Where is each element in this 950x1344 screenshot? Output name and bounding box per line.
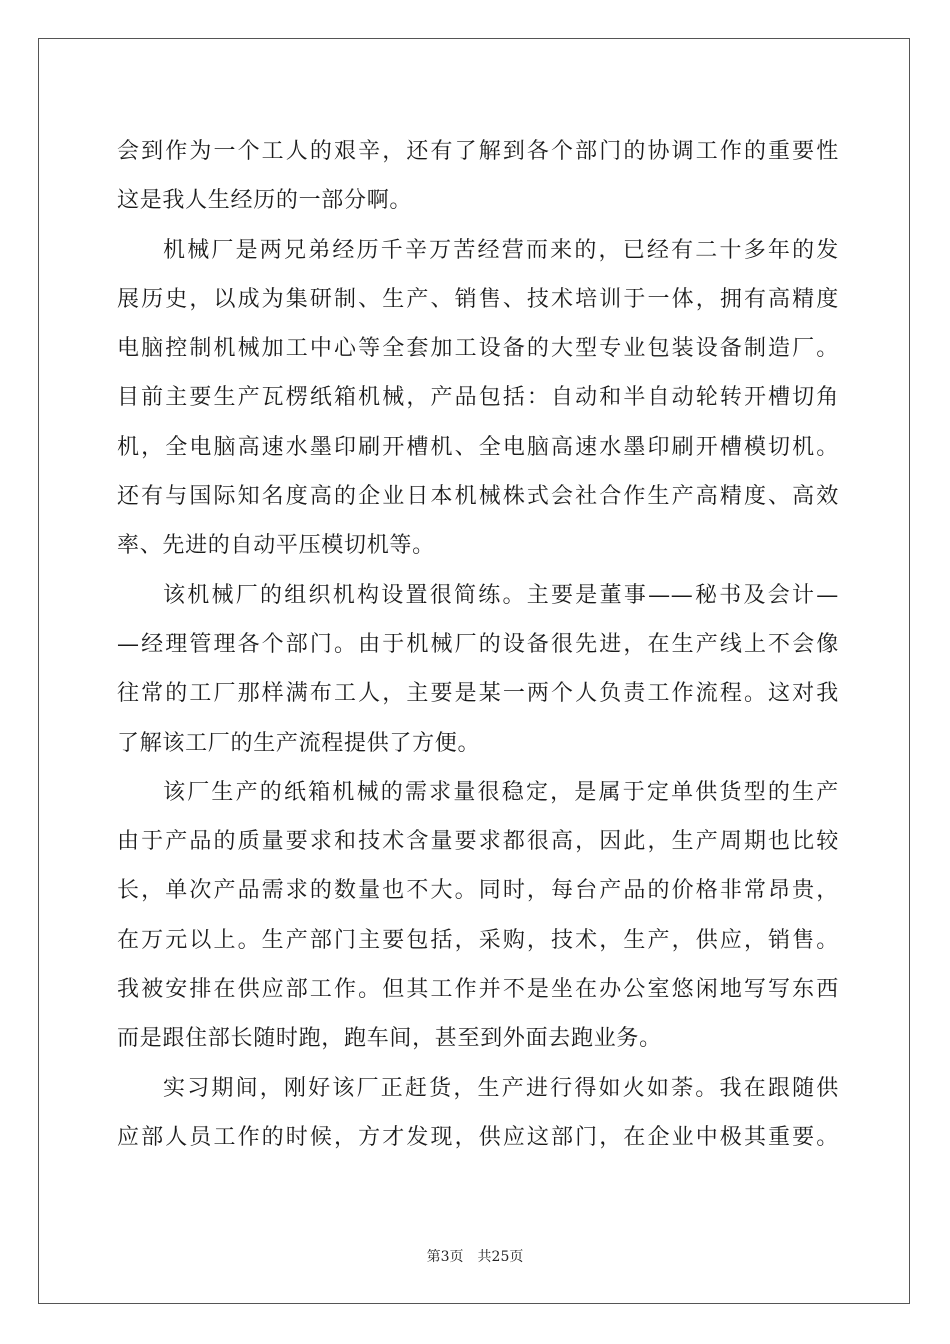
text-line: 往常的工厂那样满布工人，主要是某一两个人负责工作流程。这对我 <box>117 681 839 707</box>
text-line: 目前主要生产瓦楞纸箱机械，产品包括：自动和半自动轮转开槽切角 <box>117 385 839 411</box>
text-line: 而是跟住部长随时跑，跑车间，甚至到外面去跑业务。 <box>117 1026 662 1052</box>
text-line: 在万元以上。生产部门主要包括，采购，技术，生产，供应，销售。 <box>117 927 839 953</box>
text-line: 展历史，以成为集研制、生产、销售、技术培训于一体，拥有高精度 <box>117 286 839 312</box>
page-footer <box>0 1247 950 1267</box>
text-line: 实习期间，刚好该厂正赶货，生产进行得如火如荼。我在跟随供 <box>163 1075 839 1101</box>
text-line: —经理管理各个部门。由于机械厂的设备很先进，在生产线上不会像 <box>117 631 839 657</box>
paragraph <box>117 226 839 571</box>
text-line: 该厂生产的纸箱机械的需求量很稳定，是属于定单供货型的生产 <box>163 779 839 805</box>
paragraph <box>117 127 839 226</box>
text-line: 机，全电脑高速水墨印刷开槽机、全电脑高速水墨印刷开槽模切机。 <box>117 434 839 460</box>
text-line: 这是我人生经历的一部分啊。 <box>117 188 413 214</box>
text-line: 率、先进的自动平压模切机等。 <box>117 533 435 559</box>
text-line: 电脑控制机械加工中心等全套加工设备的大型专业包装设备制造厂。 <box>117 336 839 362</box>
page-number: 第3页 <box>426 1249 464 1265</box>
document-body <box>117 127 839 1162</box>
total-pages: 共25页 <box>477 1249 524 1265</box>
text-line: 还有与国际知名度高的企业日本机械株式会社合作生产高精度、高效 <box>117 484 839 510</box>
text-line: 机械厂是两兄弟经历千辛万苦经营而来的，已经有二十多年的发 <box>163 237 839 263</box>
text-line: 长，单次产品需求的数量也不大。同时，每台产品的价格非常昂贵， <box>117 878 839 904</box>
text-line: 由于产品的质量要求和技术含量要求都很高，因此，生产周期也比较 <box>117 829 839 855</box>
text-line: 该机械厂的组织机构设置很简练。主要是董事——秘书及会计— <box>163 582 839 608</box>
paragraph <box>117 768 839 1064</box>
text-line: 会到作为一个工人的艰辛，还有了解到各个部门的协调工作的重要性 <box>117 139 839 164</box>
paragraph <box>117 1064 839 1163</box>
paragraph <box>117 571 839 768</box>
text-line: 应部人员工作的时候，方才发现，供应这部门，在企业中极其重要。 <box>117 1124 839 1150</box>
text-line: 我被安排在供应部工作。但其工作并不是坐在办公室悠闲地写写东西 <box>117 977 839 1003</box>
text-line: 了解该工厂的生产流程提供了方便。 <box>117 730 481 756</box>
